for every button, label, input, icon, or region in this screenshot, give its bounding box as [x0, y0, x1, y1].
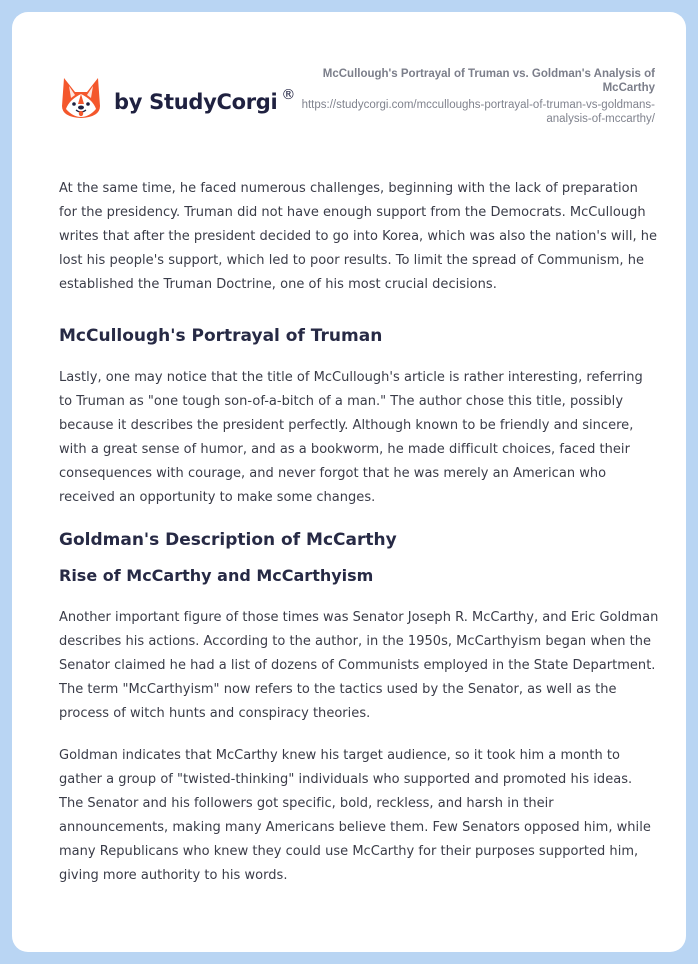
header — [12, 12, 686, 152]
corgi-icon — [61, 76, 101, 120]
reference-title: McCullough's Portrayal of Truman vs. Goldman's Analysis of McCarthy — [322, 68, 655, 94]
logo-text: by StudyCorgi ® — [114, 87, 296, 114]
paragraph-4: Goldman indicates that McCarthy knew his target audience, so it took him a month to gather a group of "twisted-thinking" individuals who supported and promoted his ideas. The Senator and his followers got specific, bold, reckless, and harsh in their announcements, making many Americans believe them. Few Senators opposed him, while many Republicans who knew they could use McCarthy for their purposes supported him, giving more authority to his words. — [59, 748, 651, 883]
reference-block — [295, 67, 655, 126]
registered-mark: ® — [281, 87, 296, 103]
paragraph-2: Lastly, one may notice that the title of McCullough's article is rather interesting, referring to Truman as "one tough son-of-a-bitch of a man." The author chose this title, possibly because it describes the president perfectly. Although known to be friendly and sincere, with a great sense of humor, and as a bookworm, he made difficult choices, faced their consequences with courage, and never forgot that he was merely an American who received an opportunity to make some changes. — [59, 370, 643, 505]
heading-goldman-description: Goldman's Description of McCarthy — [59, 530, 397, 550]
paragraph-1: At the same time, he faced numerous challenges, beginning with the lack of preparation for the presidency. Truman did not have enough support from the Democrats. McCullough writes that after the president decided to go into Korea, which was also the nation's will, he lost his people's support, which led to poor results. To limit the spread of Communism, he established the Truman Doctrine, one of his most crucial decisions. — [59, 181, 658, 292]
reference-url[interactable]: https://studycorgi.com/mcculloughs-portrayal-of-truman-vs-goldmans-analysis-of-mccarthy/ — [301, 99, 655, 125]
heading-rise-of-mccarthy: Rise of McCarthy and McCarthyism — [59, 566, 374, 585]
paragraph-3: Another important figure of those times was Senator Joseph R. McCarthy, and Eric Goldman describes his actions. According to the author, in the 1950s, McCarthyism began when the Senator claimed he had a list of dozens of Communists employed in the State Department. The term "McCarthyism" now refers to the tactics used by the Senator, as well as the process of witch hunts and conspiracy theories. — [59, 610, 659, 721]
document-card — [12, 12, 686, 952]
studycorgi-logo[interactable] — [61, 76, 295, 120]
heading-mccullough-portrayal: McCullough's Portrayal of Truman — [59, 326, 383, 346]
article-content — [59, 177, 659, 888]
